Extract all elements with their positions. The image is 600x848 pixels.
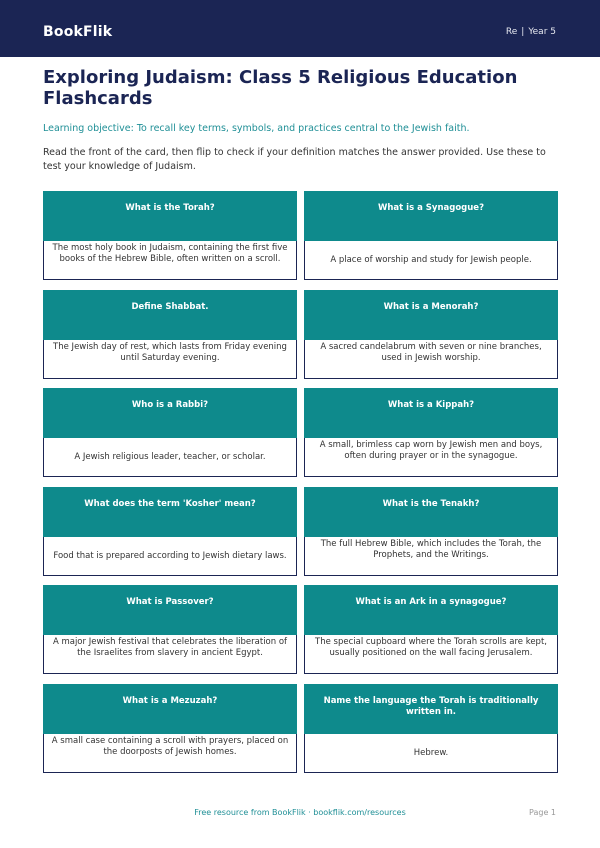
- flashcard-back: Hebrew.: [304, 734, 558, 773]
- flashcard-front: What is a Kippah?: [304, 388, 558, 438]
- header-meta: [506, 27, 556, 37]
- flashcard-front: Define Shabbat.: [43, 290, 297, 340]
- flashcard[interactable]: [43, 684, 297, 848]
- flashcard-front: What is Passover?: [43, 585, 297, 635]
- flashcard-back: The Jewish day of rest, which lasts from Friday evening until Saturday evening.: [43, 340, 297, 379]
- brand-logo-text[interactable]: BookFlik: [43, 24, 113, 40]
- flashcard-back: A place of worship and study for Jewish people.: [304, 241, 558, 280]
- flashcard-front: What is the Torah?: [43, 191, 297, 241]
- flashcard-back: The full Hebrew Bible, which includes the Torah, the Prophets, and the Writings.: [304, 537, 558, 576]
- flashcard-front: Who is a Rabbi?: [43, 388, 297, 438]
- top-bar: [0, 0, 600, 57]
- page-number: Page 1: [529, 808, 556, 817]
- flashcard-back: The most holy book in Judaism, containing the first five books of the Hebrew Bible, often written on a scroll.: [43, 241, 297, 280]
- learning-objective: Learning objective: To recall key terms, symbols, and practices central to the Jewish faith.: [43, 123, 470, 134]
- flashcard[interactable]: [304, 684, 558, 848]
- page-title: Exploring Judaism: Class 5 Religious Education Flashcards: [43, 67, 518, 109]
- year-label: Year 5: [528, 27, 556, 37]
- instructions: Read the front of the card, then flip to check if your definition matches the answer provided. Use these to test your knowledge of Judaism.: [43, 147, 546, 172]
- header-separator: |: [521, 27, 525, 37]
- flashcard-front: Name the language the Torah is traditionally written in.: [304, 684, 558, 734]
- flashcard-back: The special cupboard where the Torah scrolls are kept, usually positioned on the wall facing Jerusalem.: [304, 635, 558, 674]
- flashcard-front: What is a Menorah?: [304, 290, 558, 340]
- flashcard-back: A major Jewish festival that celebrates the liberation of the Israelites from slavery in ancient Egypt.: [43, 635, 297, 674]
- flashcard-back: Food that is prepared according to Jewish dietary laws.: [43, 537, 297, 576]
- flashcard-back: A Jewish religious leader, teacher, or scholar.: [43, 438, 297, 477]
- footer-link[interactable]: Free resource from BookFlik · bookflik.com/resources: [194, 808, 406, 817]
- flashcard-back: A small case containing a scroll with prayers, placed on the doorposts of Jewish homes.: [43, 734, 297, 773]
- flashcard-back: A sacred candelabrum with seven or nine branches, used in Jewish worship.: [304, 340, 558, 379]
- flashcard-front: What is the Tenakh?: [304, 487, 558, 537]
- flashcard-back: A small, brimless cap worn by Jewish men and boys, often during prayer or in the synagogue.: [304, 438, 558, 477]
- flashcard-front: What is a Mezuzah?: [43, 684, 297, 734]
- flashcard-front: What is a Synagogue?: [304, 191, 558, 241]
- flashcard-front: What does the term 'Kosher' mean?: [43, 487, 297, 537]
- subject-label: Re: [505, 27, 518, 37]
- flashcard-front: What is an Ark in a synagogue?: [304, 585, 558, 635]
